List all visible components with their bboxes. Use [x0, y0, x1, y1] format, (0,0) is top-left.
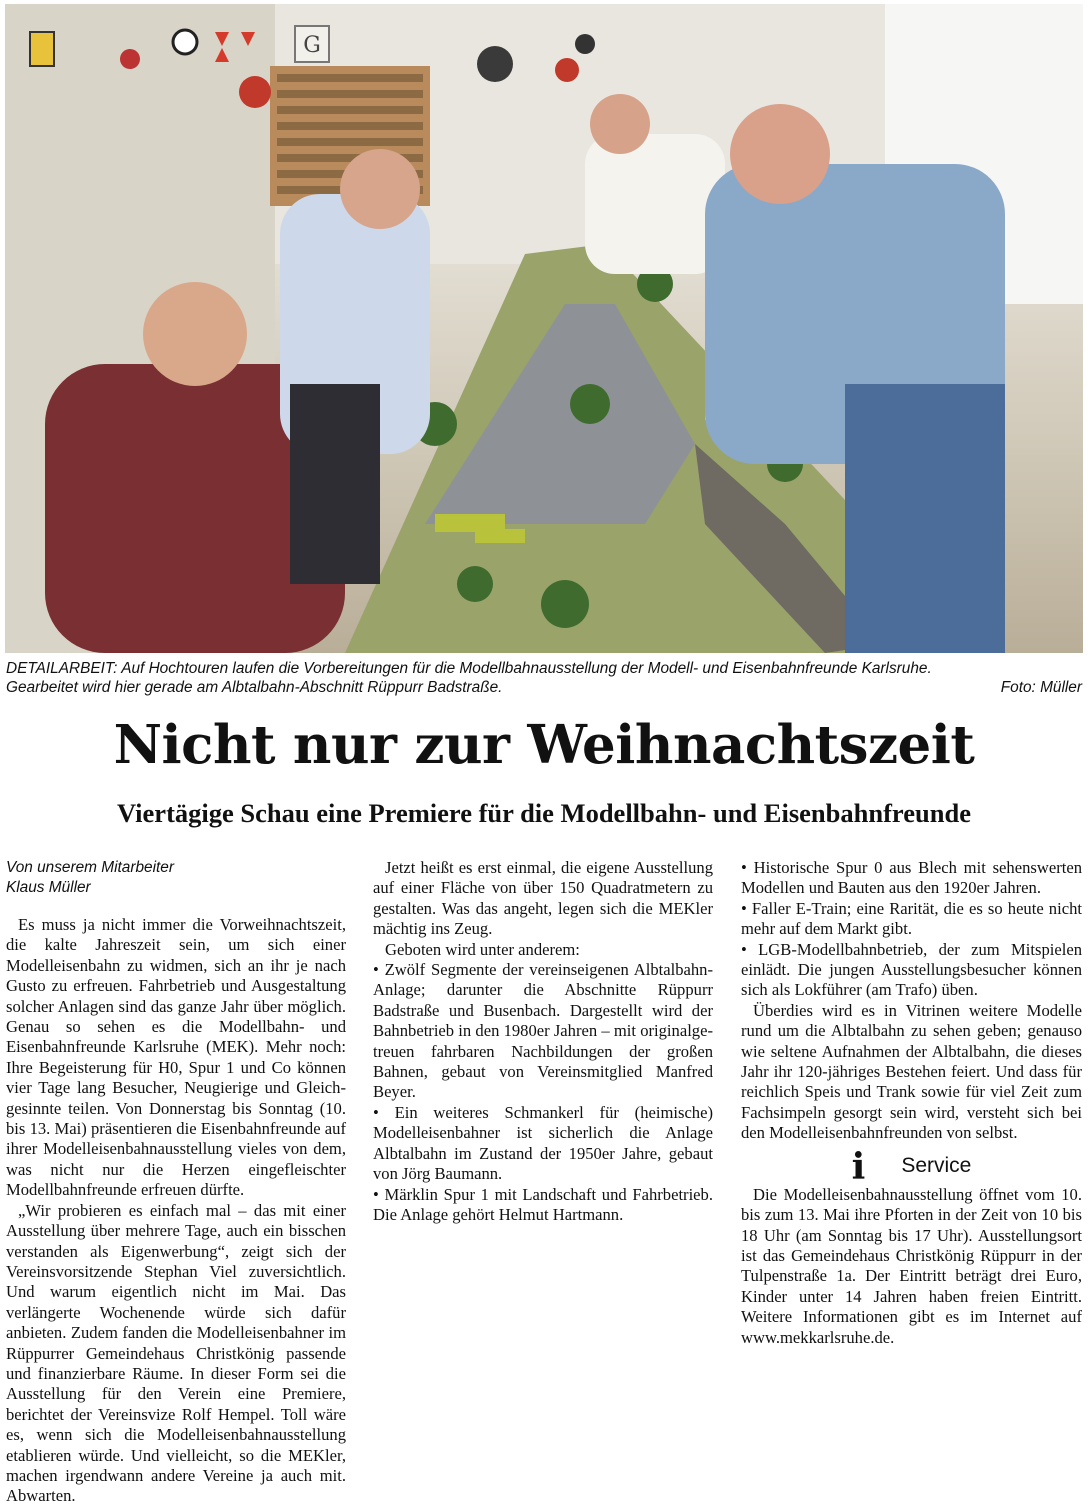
headline: Nicht nur zur Weihnachtszeit: [113, 714, 975, 776]
article-paragraph: „Wir probieren es einfach mal – das mit einer Ausstellung über mehrere Tage, auch ein bisschen verstanden als Eigenwerbung“, zeigt sich der Vereinsvorsitzende Stephan Viel zuversichtlich. Und warum eigentlich nicht im Mai. Das verlängerte Wochenende würde sich dafür anbieten. Zudem fanden die Modelleisenbahner im Rüppurrer Gemeindehaus Christkönig passende und finanzierbare Räume. In dieser Form sei die Ausstellung für den Verein eine Premiere, berichtet der Vereinsvize Rolf Hempel. Toll wäre es, wenn sich die Modelleisenbahnausstellung etablieren würde. Und vielleicht, so die MEKler, machen irgendwann andere Vereine ja auch mit. Abwarten.: [6, 1200, 346, 1506]
list-item: • Ein weiteres Schmankerl für (heimische) Modelleisenbahner ist sicherlich die Anlage Albtalbahn im Zustand der 1950er Jahre, gebaut von Jörg Baumann.: [373, 1102, 713, 1184]
article-column-1: [6, 858, 346, 1507]
caption-line2: Gearbeitet wird hier gerade am Albtalbahn-Abschnitt Rüppurr Badstraße.: [6, 679, 503, 696]
info-icon: i: [851, 1145, 866, 1188]
list-item: • LGB-Modellbahnbetrieb, der zum Mitspielen einlädt. Die jungen Ausstellungsbesucher können sich als Lokführer (am Trafo) üben.: [741, 939, 1082, 1000]
caption-label: DETAILARBEIT:: [6, 660, 118, 677]
photo-caption: [6, 659, 1082, 697]
byline: [6, 858, 346, 898]
article-column-2: [373, 858, 713, 1225]
article-column-3: [741, 858, 1082, 1348]
article-paragraph: Es muss ja nicht immer die Vorweihnachtszeit, die kalte Jahreszeit sein, um sich einer Modelleisenbahn zu widmen, sich an ihr je nach Gusto zu erfreuen. Fahrbetrieb und Ausgestaltung solcher Anlagen sind das ganze Jahr über möglich. Genau so sehen es die Modellbahn- und Eisenbahnfreunde Karlsruhe (MEK). Mehr noch: Ihre Begeisterung für H0, Spur 1 und Co können vier Tage lang Besucher, Neugierige und Gleichgesinnte teilen. Von Donnerstag bis Sonntag (10. bis 13. Mai) präsentieren die Eisenbahnfreunde auf ihrer Modelleisenbahnausstellung vieles von dem, was nicht nur die Herzen eingefleischter Modellbahnfreunde erfreuen dürfte.: [6, 915, 346, 1200]
byline-line1: Von unserem Mitarbeiter: [6, 859, 174, 876]
service-text: Die Modelleisenbahnausstellung öffnet vom 10. bis zum 13. Mai ihre Pforten in der Zeit von 10 bis 18 Uhr (am Sonntag bis 17 Uhr). Ausstellungsort ist das Gemeindehaus Christkönig Rüppurr in der Tulpenstraße 1a. Der Eintritt beträgt drei Euro, Kinder unter 14 Jahren haben freien Eintritt. Weitere Informationen gibt es im Internet auf www.mekkarlsruhe.de.: [741, 1184, 1082, 1347]
service-title: Service: [901, 1154, 972, 1178]
service-box-header: [741, 1145, 1082, 1188]
article-paragraph: Überdies wird es in Vitrinen weitere Modelle rund um die Albtalbahn zu sehen geben; genauso wie seltene Aufnahmen der Albtalbahn, die dieses Jahr ihr 120-jähriges Bestehen feiert. Und dass für reichlich Speis und Trank sowie für viel Zeit zum Fachsimpeln gesorgt sein wird, versteht sich bei den Modelleisenbahnfreunden von selbst.: [741, 1000, 1082, 1143]
article-paragraph: Jetzt heißt es erst einmal, die eigene Ausstellung auf einer Fläche von über 150 Quadratmetern zu gestalten. Was das angeht, legen sich die MEKler mächtig ins Zeug.: [373, 858, 713, 939]
subheadline: Viertägige Schau eine Premiere für die Modellbahn- und Eisenbahnfreunde: [117, 798, 971, 828]
byline-author: Klaus Müller: [6, 879, 91, 896]
list-item: • Historische Spur 0 aus Blech mit sehenswerten Modellen und Bauten aus den 1920er Jahren.: [741, 858, 1082, 898]
list-item: • Zwölf Segmente der vereinseigenen Albtalbahn-Anlage; darunter die Abschnitte Rüppurr Badstraße und Busenbach. Dargestellt wird der Bahnbetrieb in den 1980er Jahren – mit originalgetreuen fahrbaren Nachbildungen der großen Bahnen, gebaut von Vereinsmitglied Manfred Beyer.: [373, 960, 713, 1102]
photo-credit: Foto: Müller: [1000, 679, 1082, 696]
caption-line1: Auf Hochtouren laufen die Vorbereitungen für die Modellbahnausstellung der Modell- und Eisenbahnfreunde Karlsruhe.: [121, 660, 932, 677]
article-paragraph: Geboten wird unter anderem:: [385, 939, 580, 959]
article-photo: [5, 4, 1083, 653]
list-item: • Märklin Spur 1 mit Landschaft und Fahrbetrieb. Die Anlage gehört Helmut Hartmann.: [373, 1184, 713, 1224]
list-item: • Faller E-Train; eine Rarität, die es so heute nicht mehr auf dem Markt gibt.: [741, 898, 1082, 939]
wall-sign-letter: G: [303, 33, 321, 58]
